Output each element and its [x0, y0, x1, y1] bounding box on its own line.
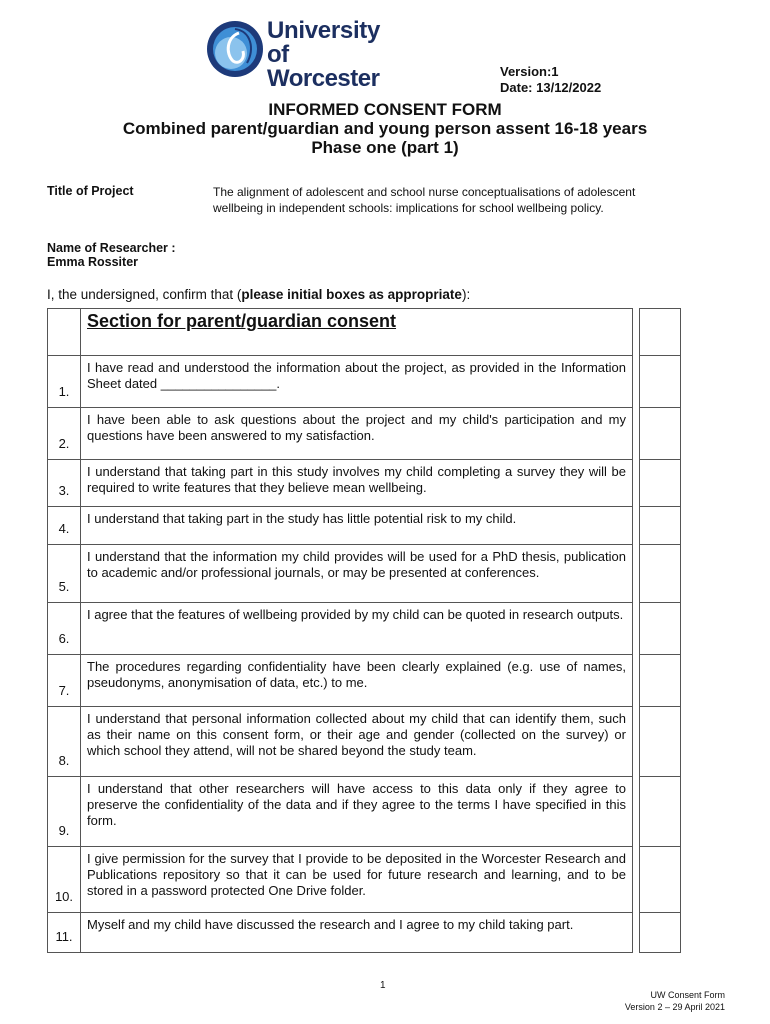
university-logo [205, 17, 405, 92]
table-row [48, 847, 681, 913]
initial-box-2[interactable] [640, 408, 681, 460]
item-number: 10. [54, 889, 74, 904]
item-number: 4. [58, 521, 70, 536]
initial-box-11[interactable] [640, 913, 681, 953]
version-block [500, 64, 601, 96]
heading-initial-box [640, 309, 681, 356]
researcher-name: Emma Rossiter [47, 255, 139, 269]
table-row [48, 507, 681, 545]
form-title [0, 100, 770, 157]
table-row [48, 460, 681, 507]
researcher-label: Name of Researcher : [47, 241, 176, 255]
table-row [48, 545, 681, 603]
item-number: 9. [58, 823, 70, 838]
item-number: 7. [58, 683, 70, 698]
initial-box-6[interactable] [640, 603, 681, 655]
item-number: 2. [58, 436, 70, 451]
initial-box-7[interactable] [640, 655, 681, 707]
date-label: Date: 13/12/2022 [500, 80, 602, 95]
table-row [48, 603, 681, 655]
consent-table [47, 308, 681, 953]
initial-box-4[interactable] [640, 507, 681, 545]
confirm-bold: please initial boxes as appropriate [241, 287, 462, 302]
item-text: Myself and my child have discussed the research and I agree to my child taking part. [81, 913, 633, 953]
confirm-statement [47, 287, 470, 302]
logo-text-line1: University [267, 17, 381, 44]
initial-box-10[interactable] [640, 847, 681, 913]
item-text: I understand that taking part in the study has little potential risk to my child. [81, 507, 633, 545]
table-row [48, 356, 681, 408]
item-text: I agree that the features of wellbeing provided by my child can be quoted in research outputs. [81, 603, 633, 655]
item-text: I give permission for the survey that I provide to be deposited in the Worcester Research and Publications repository so that it can be used for future research and learning, and to be stored in a password protected One Drive folder. [81, 847, 633, 913]
item-number: 3. [58, 483, 70, 498]
title-line-2: Combined parent/guardian and young person assent 16-18 years [122, 119, 648, 138]
project-title-text: The alignment of adolescent and school nurse conceptualisations of adolescent wellbeing in independent schools: implications for school wellbeing policy. [213, 185, 636, 215]
initial-box-9[interactable] [640, 777, 681, 847]
footer-line-1: UW Consent Form [650, 990, 725, 1000]
item-number: 6. [58, 631, 70, 646]
title-line-3: Phase one (part 1) [311, 138, 459, 157]
initial-box-8[interactable] [640, 707, 681, 777]
item-text: The procedures regarding confidentiality have been clearly explained (e.g. use of names, pseudonyms, anonymisation of data, etc.) to me. [81, 655, 633, 707]
item-text: I have read and understood the information about the project, as provided in the Information Sheet dated ________________. [81, 356, 633, 408]
item-text: I understand that taking part in this study involves my child completing a survey they will be required to write features that they believe mean wellbeing. [81, 460, 633, 507]
item-number: 5. [58, 579, 70, 594]
initial-box-5[interactable] [640, 545, 681, 603]
item-text: I have been able to ask questions about the project and my child's participation and my questions have been answered to my satisfaction. [81, 408, 633, 460]
item-text: I understand that the information my child provides will be used for a PhD thesis, publication to academic and/or professional journals, or may be presented at conferences. [81, 545, 633, 603]
title-line-1: INFORMED CONSENT FORM [268, 100, 502, 119]
initial-box-3[interactable] [640, 460, 681, 507]
footer [600, 989, 725, 1013]
item-number: 8. [58, 753, 70, 768]
section-heading: Section for parent/guardian consent [81, 309, 633, 356]
project-title-label: Title of Project [47, 184, 134, 198]
item-text: I understand that personal information collected about my child that can identify them, such as their name on this consent form, or their age and gender (collected on the survey) or which school they attend, will not be shared beyond the study team. [81, 707, 633, 777]
version-label: Version:1 [500, 64, 559, 79]
page-number: 1 [380, 980, 386, 991]
table-row [48, 777, 681, 847]
table-row [48, 913, 681, 953]
logo-emblem-icon [205, 19, 265, 79]
section-heading-row [48, 309, 681, 356]
item-text: I understand that other researchers will have access to this data only if they agree to preserve the confidentiality of the data and if they agree to the terms I have specified in this form. [81, 777, 633, 847]
confirm-post: ): [461, 287, 471, 302]
table-row [48, 655, 681, 707]
table-row [48, 408, 681, 460]
logo-text-line2: of Worcester [267, 41, 380, 92]
item-number: 1. [58, 384, 70, 399]
confirm-pre: I, the undersigned, confirm that ( [47, 287, 242, 302]
table-row [48, 707, 681, 777]
footer-line-2: Version 2 – 29 April 2021 [624, 1002, 725, 1012]
initial-box-1[interactable] [640, 356, 681, 408]
heading-num-cell [48, 309, 81, 356]
item-number: 11. [55, 929, 73, 944]
